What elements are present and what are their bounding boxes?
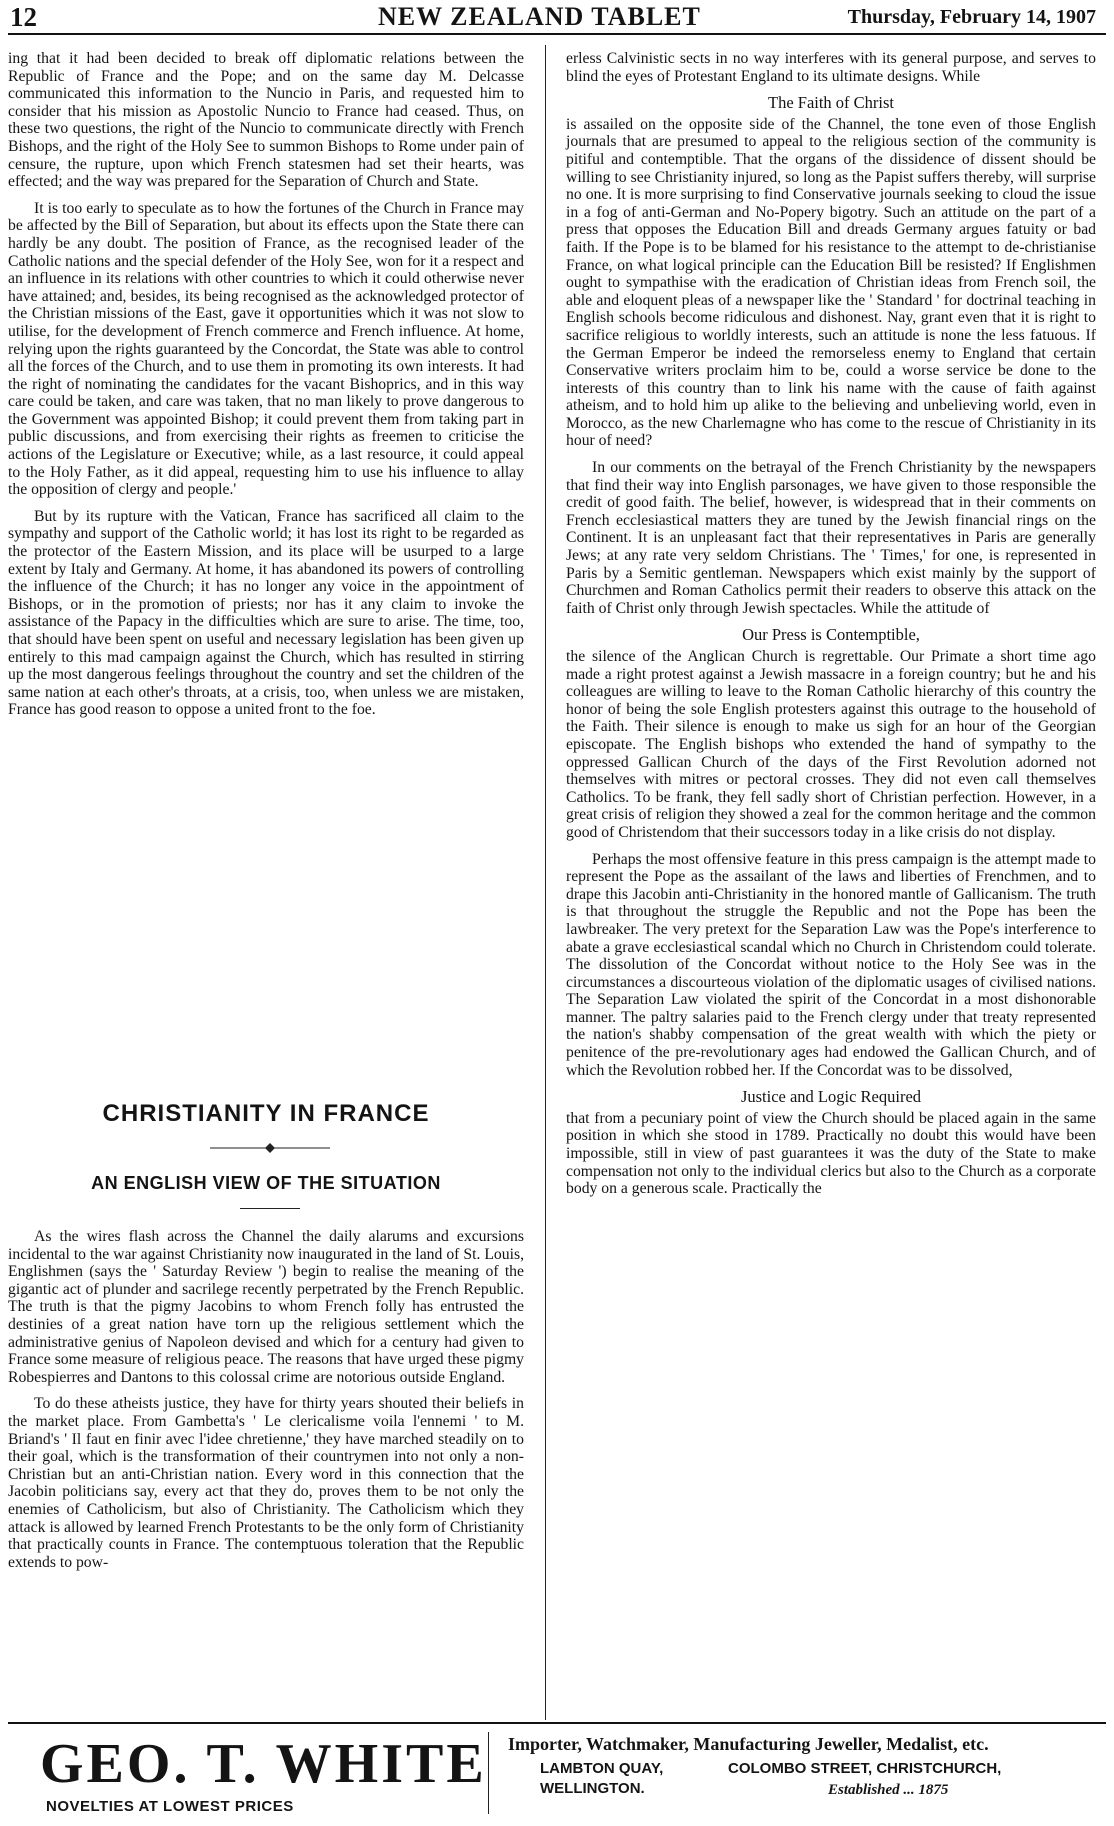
issue-date: Thursday, February 14, 1907 — [847, 6, 1096, 28]
right-paragraph-5: Perhaps the most offensive feature in this press campaign is the attempt made to represent the Pope as the assailant of the laws and liberties of Frenchmen, and to drape this Jacobin anti-Christianity in the honored mantle of Gallicanism. The truth is that throughout the struggle the Republic and not the Pope has been the lawbreaker. The very pretext for the Separation Law was the Pope's interference to abate a grave ecclesiastical scandal which no Church in Christendom could tolerate. The dissolution of the Concordat without notice to the Holy See was in the circumstances a discourteous violation of the diplomatic usages of civilised nations. The Separation Law violated the spirit of the Concordat in a most dishonorable manner. The paltry salaries paid to the French clergy under that treaty represented the nation's shabby compensation of the great wealth with which the piety or penitence of the pre-revolutionary ages had endowed the Gallican Church, and of which the Revolution robbed her. If the Concordat was to be dissolved, — [566, 850, 1096, 1079]
advert-rule — [8, 1722, 1106, 1724]
advert-divider — [488, 1732, 489, 1814]
advertisement — [8, 1726, 1106, 1822]
short-rule — [240, 1208, 300, 1209]
left-column-lower — [8, 1228, 524, 1580]
right-paragraph-2: is assailed on the opposite side of the Channel, the tone even of those English journals that are presumed to appeal to the religious section of the community is pitiful and contemptible. That the organs of the dissidence of dissent should be willing to see Christianity injured, so long as the Papist suffers thereby, will surprise no one. It is more surprising to find Conservative journals seeking to cloud the issue in a fog of anti-German and No-Popery bigotry. Such an attitude on the part of a press that opposes the Education Bill and dreads Germany argues fatuity or bad faith. If the Pope is to be blamed for his resistance to the attempt to de-christianise France, on what logical principle can the Education Bill be resisted? If Englishmen ought to sympathise with the eradication of Christian ideas from French soil, the able and eloquent pleas of a newspaper like the ' Standard ' for doctrinal teaching in English schools become ridiculous and dishonest. Nay, grant even that it is right to sacrifice religious to worldly interests, such an attitude is none the less fatuous. If the German Emperor be indeed the remorseless enemy to England that certain Conservative writers proclaim him to be, could a worse service be done to the interests of this country than to link his name with the cause of faith against atheism, and to hold him up alike to the believing and unbelieving world, even in Morocco, as the new Charlemagne who has come to the rescue of Christianity in its hour of need? — [566, 115, 1096, 450]
column-divider — [545, 45, 546, 1720]
subhead-justice-logic: Justice and Logic Required — [740, 1087, 922, 1107]
masthead-title: NEW ZEALAND TABLET — [378, 2, 701, 31]
left-paragraph-1: ing that it had been decided to break off diplomatic relations between the Republic of France and the Pope; and on the same day M. Delcasse communicated this information to the Nuncio in Paris, and requested him to consider that his mission as Apostolic Nuncio to France had ceased. Thus, on these two questions, the right of the Nuncio to communicate directly with French Bishops, and the right of the Holy See to summon Bishops to Rome under pain of censure, the rupture, upon which French statesmen had set their hearts, was effected; and the way was prepared for the Separation of Church and State. — [8, 50, 524, 191]
header-rule — [8, 33, 1106, 35]
right-paragraph-1: erless Calvinistic sects in no way interferes with its general purpose, and serves to blind the eyes of Protestant England to its ultimate designs. While — [566, 50, 1096, 85]
advert-tagline: NOVELTIES AT LOWEST PRICES — [46, 1798, 294, 1815]
right-paragraph-6: that from a pecuniary point of view the Church should be placed again in the same position in which she stood in 1789. Practically no doubt this would have been impossible, still in view of past guarantees it was the duty of the State to make compensation not only to the individual clerics but also to the Church as a corporate body on a generous scale. Practically the — [566, 1109, 1096, 1198]
left-paragraph-2: It is too early to speculate as to how the fortunes of the Church in France may be affected by the Bill of Separation, but about its effects upon the State there can hardly be any doubt. The position of France, as the recognised leader of the Catholic nations and the special defender of the Holy See, won for it a respect and an influence in its relations with other countries to which it could otherwise never have attained; and, besides, its being recognised as the acknowledged protector of the Christian missions of the East, gave it opportunities which it was not slow to utilise, for the development of French commerce and French influence. At home, relying upon the rights guaranteed by the Concordat, the State was able to control all the forces of the Church, and to use them in promoting its own interests. It had the right of nominating the candidates for the vacant Bishoprics, and in this way care could be taken, and care was taken, that no man likely to prove dangerous to the Government was appointed Bishop; it could prevent them from taking part in public discussions, and from exercising their rights as freemen to criticise the actions of the Legislature or Executive; while, as a last resource, it could appeal to the Holy Father, as it did appeal, requesting him to use his influence to allay the opposition of clergy and people.' — [8, 199, 524, 499]
left-paragraph-3: But by its rupture with the Vatican, France has sacrificed all claim to the sympathy and support of the Catholic world; it has lost its right to be regarded as the protector of the Eastern Mission, and its place will be usurped to a large extent by Italy and Germany. At home, it has abandoned its powers of controlling the influence of the Church; it has no longer any voice in the appointment of Bishops, or in the promotion of priests; nor has it any claim to invoke the assistance of the Papacy in the difficulties which are sure to arise. The time, too, that should have been spent on useful and necessary legislation has been given up entirely to this mad campaign against the Church, which has resulted in stirring up the most dangerous feelings throughout the country and set the children of the same nation at each other's throats, at a crisis, too, when unless we are mistaken, France has good reason to oppose a united front to the foe. — [8, 507, 524, 719]
subhead-faith-of-christ: The Faith of Christ — [767, 93, 895, 113]
advert-address-christchurch: COLOMBO STREET, CHRISTCHURCH, — [728, 1760, 1002, 1777]
ornament-rule — [210, 1142, 330, 1154]
left-column-upper — [8, 50, 524, 728]
left-paragraph-4: As the wires flash across the Channel the daily alarums and excursions incidental to the war against Christianity now inaugurated in the land of St. Louis, Englishmen (says the ' Saturday Review ') begin to realise the meaning of the gigantic act of plunder and sacrilege recently perpetrated by the French Republic. The truth is that the pigmy Jacobins to whom French folly has entrusted the destinies of a great nation have torn up the religious settlement which the administrative genius of Napoleon devised and which for a century had given to France some measure of religious peace. The reasons that have urged these pigmy Robespierres and Dantons to this colossal crime are notorious outside England. — [8, 1228, 524, 1386]
advert-trades: Importer, Watchmaker, Manufacturing Jeweller, Medalist, etc. — [508, 1734, 989, 1754]
advert-address-city: WELLINGTON. — [540, 1780, 645, 1797]
advert-established: Established ... 1875 — [828, 1782, 949, 1798]
subhead-press-contemptible: Our Press is Contemptible, — [742, 625, 920, 645]
right-paragraph-4: the silence of the Anglican Church is regrettable. Our Primate a short time ago made a right protest against a Jewish massacre in a foreign country; but he and his colleagues are willing to leave to the Roman Catholic hierarchy of this country the honor of being the sole English protesters against this outrage to the household of the Faith. Their silence is enough to make us sigh for an hour of the Georgian episcopate. The English bishops who extended the hand of sympathy to the oppressed Gallican Church of the days of the First Revolution adorned not themselves with mitres or pectoral crosses. They did not even call themselves Catholics. To be frank, they fell sadly short of Christian perfection. However, in a great crisis of religion they showed a zeal for the common heritage and the common good of Christendom that their successors today in a like crisis do not display. — [566, 648, 1096, 841]
left-paragraph-5: To do these atheists justice, they have for thirty years shouted their beliefs in the market place. From Gambetta's ' Le clericalisme voila l'ennemi ' to M. Briand's ' Il faut en finir avec l'idee chretienne,' they have marched steadily on to their goal, which is the transformation of their countrymen into not only a non-Christian but an anti-Christian nation. Every word in this connection that the Jacobin politicians say, every act that they do, proves them to be not only the enemies of Catholicism, but also of Christianity. The Catholicism which they attack is allowed by learned French Protestants to be the only form of Christianity that practically counts in France. The contemptuous toleration that the Republic extends to pow- — [8, 1395, 524, 1571]
right-paragraph-3: In our comments on the betrayal of the French Christianity by the newspapers that find their way into English parsonages, we have given to those responsible the credit of good faith. The belief, however, is widespread that in their comments on French ecclesiastical matters they are tuned by the Jewish financial rings on the Continent. It is an unpleasant fact that their representatives in Paris are generally Jews; at any rate very seldom Christians. The ' Times,' for one, is represented in Paris by a Semitic gentleman. Newspapers which exist mainly by the support of Churchmen and Roman Catholics permit their readers to observe this attack on the faith of Christ only through Jewish spectacles. While the attitude of — [566, 459, 1096, 617]
advert-address-wellington: LAMBTON QUAY, — [540, 1760, 664, 1777]
right-column — [566, 50, 1096, 1207]
page-number: 12 — [10, 2, 37, 32]
advert-business-name: GEO. T. WHITE — [40, 1733, 487, 1795]
page-header — [8, 0, 1106, 32]
article-subheadline: AN ENGLISH VIEW OF THE SITUATION — [91, 1173, 441, 1193]
article-headline: CHRISTIANITY IN FRANCE — [102, 1100, 430, 1127]
